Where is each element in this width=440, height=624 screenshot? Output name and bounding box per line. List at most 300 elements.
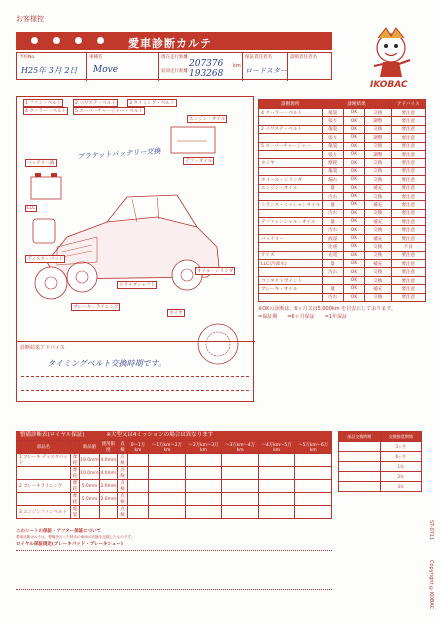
legend: [258, 314, 426, 320]
maintenance-period-cell: [222, 506, 259, 519]
maintenance-cell-kind: 摩耗: [70, 454, 80, 467]
checklist-cell-ok: OK: [343, 109, 364, 117]
checklist-cell-act: 交換: [365, 192, 392, 200]
legend-item: =1年保証: [324, 313, 347, 320]
checklist-cell-sub: 汚れ: [322, 192, 343, 200]
checklist-cell-name: [259, 209, 323, 217]
warranty-notes: [16, 530, 332, 590]
vehicle-diagram-panel: [16, 96, 254, 402]
maintenance-cell-name: 3 エンジンファンベルト: [17, 506, 71, 519]
maintenance-period-cell: [295, 506, 332, 519]
side-row: [339, 472, 422, 482]
owner-value: ロードスター: [245, 67, 287, 75]
side-cell-period: 1年: [380, 462, 422, 472]
checklist-cell-sub: 張り: [322, 150, 343, 158]
maintenance-cell-check: 点検: [118, 506, 128, 519]
maintenance-period-cell: [127, 506, 149, 519]
diagnoser-cell: [288, 53, 333, 81]
brand-prefix: I: [370, 80, 374, 90]
maintenance-period-cell: [222, 467, 259, 480]
maintenance-cell-name: [17, 493, 71, 506]
checklist-cell-name: 5 スーパーチャージャー: [259, 142, 323, 150]
checklist-row: [259, 251, 426, 259]
checklist-cell-act: 交換: [365, 167, 392, 175]
comment-line: [21, 390, 249, 391]
checklist-cell-name: LLC(冷却水): [259, 260, 323, 268]
checklist-cell-act: 交換: [365, 159, 392, 167]
checklist-cell-ok: OK: [343, 260, 364, 268]
checklist-cell-act: 補充: [365, 201, 392, 209]
maintenance-period-cell: [149, 454, 186, 467]
maintenance-cell-check: 点検: [118, 480, 128, 493]
checklist-cell-adv: 要注意: [391, 117, 425, 125]
checklist-row: [259, 260, 426, 268]
checklist-cell-sub: 亀裂: [322, 109, 343, 117]
checklist-cell-act: 補充: [365, 234, 392, 242]
checklist-cell-sub: 量: [322, 201, 343, 209]
maintenance-header: 〜3万km〜4万km: [222, 441, 259, 454]
reception-label: 予約No.: [19, 55, 36, 60]
checklist-cell-ok: OK: [343, 209, 364, 217]
checklist-cell-ok: OK: [343, 243, 364, 251]
punch-hole-icon: [74, 36, 83, 45]
checklist-cell-act: 交換: [365, 125, 392, 133]
checklist-row: [259, 125, 426, 133]
checklist-row: [259, 209, 426, 217]
owner-cell: [243, 53, 288, 81]
checklist-cell-name: [259, 192, 323, 200]
checklist-cell-ok: OK: [343, 167, 364, 175]
maintenance-period-cell: [258, 493, 295, 506]
checklist-cell-act: 交換: [365, 268, 392, 276]
comment-line: [21, 376, 249, 377]
maintenance-cell-name: 2 ブレーキライニング: [17, 480, 71, 493]
checklist-cell-name: デファレンシャル・オイル: [259, 218, 323, 226]
title-bar: [16, 32, 332, 50]
checklist-header: アドバイス: [391, 100, 425, 109]
maintenance-period-cell: [258, 480, 295, 493]
checklist-cell-adv: 要注意: [391, 134, 425, 142]
side-header: 部品交換時期: [339, 432, 381, 442]
side-cell: [339, 462, 381, 472]
maintenance-cell-kind: 摩耗: [70, 480, 80, 493]
checklist-cell-ok: OK: [343, 142, 364, 150]
checklist-cell-act: 交換: [365, 209, 392, 217]
checklist-cell-name: サイズ: [259, 251, 323, 259]
checklist-cell-ok: OK: [343, 117, 364, 125]
checklist-cell-adv: 要注意: [391, 159, 425, 167]
part-label: 5 スーパーチャージャー・ベルト: [75, 109, 143, 114]
checklist-cell-act: 調整: [365, 117, 392, 125]
handwritten-note: ブラケットバッテリー交換: [76, 147, 161, 161]
maintenance-cell-check: 点検: [118, 467, 128, 480]
checklist-cell-adv: 要注意: [391, 201, 425, 209]
checklist-cell-act: 交換: [365, 226, 392, 234]
checklist-row: [259, 184, 426, 192]
checklist-row: [259, 293, 426, 301]
checklist-cell-ok: OK: [343, 251, 364, 259]
brand-name: KOBAC: [373, 80, 408, 90]
reception-date-cell: [17, 53, 87, 81]
side-row: [339, 442, 422, 452]
checklist-cell-adv: 不良: [391, 243, 425, 251]
maintenance-period-cell: [222, 454, 259, 467]
mileage-cell: [159, 53, 243, 81]
brand-logo: [370, 80, 408, 90]
checklist-cell-name: コンタクトポイント: [259, 276, 323, 284]
checklist-row: [259, 159, 426, 167]
checklist-cell-name: [259, 268, 323, 276]
checklist-cell-adv: 要注意: [391, 209, 425, 217]
diagnosis-checklist: [258, 99, 426, 320]
coolant-reservoir-icon: [27, 213, 61, 247]
checklist-cell-adv: 要注意: [391, 234, 425, 242]
note-text: 愛車診断カルテは、整備を行った時点の車両の状態を記録したものです。: [16, 534, 135, 539]
checklist-row: [259, 268, 426, 276]
maintenance-header: [70, 441, 80, 454]
checklist-cell-ok: OK: [343, 268, 364, 276]
checklist-cell-ok: OK: [343, 226, 364, 234]
maintenance-title: 整備診断表(ロイヤル保証): [20, 432, 85, 438]
customer-copy-label: お客様控: [16, 15, 44, 23]
checklist-cell-act: 交換: [365, 176, 392, 184]
maintenance-period-cell: [185, 506, 222, 519]
part-label: エンジン・オイル: [189, 117, 226, 122]
checklist-cell-adv: 要注意: [391, 260, 425, 268]
punch-hole-icon: [52, 36, 61, 45]
maintenance-period-cell: [295, 454, 332, 467]
side-cell-period: 6ヶ月: [380, 452, 422, 462]
checklist-cell-adv: 要注意: [391, 176, 425, 184]
vehicle-value: Move: [93, 65, 119, 75]
side-row: [339, 482, 422, 492]
side-cell: [339, 482, 381, 492]
note-heading: このシートの保証・アフター保証について: [16, 529, 102, 534]
maintenance-row: [17, 506, 332, 519]
part-label: ブレーキ・ライニング: [73, 305, 119, 310]
maintenance-period-cell: [127, 467, 149, 480]
maintenance-period-cell: [258, 506, 295, 519]
checklist-row: [259, 150, 426, 158]
checklist-cell-act: 補充: [365, 184, 392, 192]
kobac-mascot-logo: [356, 22, 426, 92]
checklist-cell-sub: 汚れ: [322, 268, 343, 276]
checklist-note: ※OKの診断は、6ヶ月又は5,000km を目安にしております。: [258, 305, 396, 312]
maintenance-header: 〜1万km〜2万km: [149, 441, 186, 454]
checklist-row: [259, 285, 426, 293]
maintenance-header: 0〜1万km: [127, 441, 149, 454]
note-body: [16, 550, 332, 590]
maintenance-period-cell: [127, 454, 149, 467]
maintenance-period-cell: [185, 454, 222, 467]
maintenance-row: [17, 454, 332, 467]
checklist-cell-name: [259, 167, 323, 175]
part-label: ディスク・パッド: [27, 257, 64, 262]
checklist-row: [259, 201, 426, 209]
part-label: バッテリー液: [27, 161, 55, 166]
checklist-cell-name: ブレーキ・オイル: [259, 285, 323, 293]
maintenance-period-cell: [127, 480, 149, 493]
maintenance-row: [17, 493, 332, 506]
maintenance-table: [16, 431, 332, 519]
checklist-cell-name: エンジン・オイル: [259, 184, 323, 192]
advice-label: 診断結果アドバイス: [20, 345, 65, 351]
maintenance-cell-new: 5.0mm: [80, 480, 99, 493]
maintenance-period-cell: [127, 493, 149, 506]
advice-value: タイミングベルト交換時期です。: [47, 359, 167, 368]
checklist-cell-name: バッテリー: [259, 234, 323, 242]
checklist-cell-act: 交換: [365, 251, 392, 259]
checklist-cell-adv: 要注意: [391, 218, 425, 226]
previous-mileage-value: 193268: [189, 69, 224, 79]
maintenance-header: 点検: [118, 441, 128, 454]
checklist-row: [259, 243, 426, 251]
side-row: [339, 452, 422, 462]
checklist-header: 診断箇所: [259, 100, 323, 109]
owner-label: 保証責任者名: [245, 55, 272, 60]
checklist-cell-sub: 量: [322, 285, 343, 293]
legend-item: =6ヶ月保証: [287, 313, 315, 320]
checklist-cell-ok: OK: [343, 150, 364, 158]
maintenance-period-cell: [185, 467, 222, 480]
previous-mileage-label: 前回走行距離: [161, 69, 188, 74]
page-title: 愛車診断カルテ: [128, 37, 212, 50]
checklist-cell-sub: 亀裂: [322, 142, 343, 150]
checklist-row: [259, 218, 426, 226]
maintenance-header: 〜4万km〜5万km: [258, 441, 295, 454]
checklist-cell-act: 調整: [365, 134, 392, 142]
checklist-cell-act: 交換: [365, 293, 392, 301]
diagnoser-label: 診断責任者名: [290, 55, 317, 60]
maintenance-period-cell: [222, 493, 259, 506]
checklist-cell-adv: 要注意: [391, 268, 425, 276]
checklist-cell-name: [259, 243, 323, 251]
checklist-cell-adv: 要注意: [391, 167, 425, 175]
side-cell-period: 3ヶ月: [380, 442, 422, 452]
maintenance-cell-kind: 亀裂: [70, 506, 80, 519]
maintenance-period-cell: [258, 467, 295, 480]
maintenance-row: [17, 480, 332, 493]
checklist-cell-name: [259, 134, 323, 142]
checklist-cell-ok: OK: [343, 285, 364, 293]
part-label: オイル・シリンダ: [197, 269, 234, 274]
checklist-cell-ok: OK: [343, 293, 364, 301]
checklist-cell-act: 補充: [365, 260, 392, 268]
maintenance-cell-new: 10.0mm: [80, 454, 99, 467]
disc-pad-icon: [27, 263, 77, 303]
maintenance-period-cell: [295, 480, 332, 493]
maintenance-period-cell: [295, 493, 332, 506]
checklist-cell-ok: OK: [343, 201, 364, 209]
checklist-cell-sub: 汚れ: [322, 226, 343, 234]
checklist-cell-act: 交換: [365, 276, 392, 284]
checklist-cell-sub: 比重: [322, 243, 343, 251]
maintenance-cell-limit: [99, 506, 117, 519]
checklist-cell-adv: 要注意: [391, 142, 425, 150]
engine-oil-icon: [167, 121, 227, 161]
maintenance-cell-kind: 摩耗: [70, 467, 80, 480]
side-row: [339, 462, 422, 472]
checklist-cell-adv: 要注意: [391, 109, 425, 117]
checklist-cell-sub: 汚れ: [322, 209, 343, 217]
punch-hole-icon: [30, 36, 39, 45]
side-cell: [339, 472, 381, 482]
maintenance-cell-new: 5.0mm: [80, 493, 99, 506]
checklist-cell-sub: 量: [322, 260, 343, 268]
maintenance-cell-check: 点検: [118, 454, 128, 467]
checklist-cell-act: 補充: [365, 285, 392, 293]
checklist-table: [258, 99, 426, 302]
vehicle-info-row: [16, 52, 332, 80]
maintenance-header: 〜5万km〜6万km: [295, 441, 332, 454]
checklist-row: [259, 176, 426, 184]
checklist-cell-ok: OK: [343, 218, 364, 226]
checklist-row: [259, 109, 426, 117]
checklist-row: [259, 234, 426, 242]
side-cell: [339, 452, 381, 462]
part-label: LLC: [27, 206, 36, 211]
checklist-cell-adv: 要注意: [391, 285, 425, 293]
side-header: 交換推奨期間: [380, 432, 422, 442]
maintenance-title-bar: [16, 431, 332, 440]
maintenance-cell-name: [17, 467, 71, 480]
checklist-cell-ok: OK: [343, 276, 364, 284]
checklist-header: 診断結果: [322, 100, 391, 109]
checklist-cell-adv: 要注意: [391, 293, 425, 301]
checklist-cell-name: [259, 226, 323, 234]
part-label: 2 パワステ・ベルト: [75, 101, 116, 106]
checklist-row: [259, 117, 426, 125]
checklist-cell-ok: OK: [343, 234, 364, 242]
maintenance-period-cell: [185, 493, 222, 506]
checklist-cell-name: 2 パワステ・ベルト: [259, 125, 323, 133]
part-label: タイヤ: [169, 311, 183, 316]
maintenance-row: [17, 467, 332, 480]
checklist-cell-ok: OK: [343, 125, 364, 133]
checklist-cell-adv: 要注意: [391, 226, 425, 234]
checklist-row: [259, 167, 426, 175]
checklist-cell-sub: 張り: [322, 134, 343, 142]
maintenance-cell-check: 点検: [118, 493, 128, 506]
checklist-cell-name: 4 クーラー・ベルト: [259, 109, 323, 117]
checklist-cell-adv: 要注意: [391, 184, 425, 192]
maintenance-grid: [16, 440, 332, 519]
maintenance-cell-limit: 2.0mm: [99, 480, 117, 493]
checklist-cell-name: [259, 293, 323, 301]
side-cell: [339, 442, 381, 452]
checklist-cell-sub: 液量: [322, 234, 343, 242]
mileage-label: 現在走行距離: [161, 55, 188, 60]
checklist-cell-name: トランス・ミッションオイル: [259, 201, 323, 209]
checklist-cell-adv: 要注意: [391, 192, 425, 200]
mileage-value: 207376: [189, 59, 224, 69]
maintenance-subtitle: ※大型又は4ミッションの場合は異なります: [106, 432, 214, 438]
checklist-cell-sub: 張り: [322, 117, 343, 125]
checklist-cell-adv: 要注意: [391, 150, 425, 158]
punch-hole-icon: [96, 36, 105, 45]
maintenance-header: 新品値: [80, 441, 99, 454]
checklist-cell-ok: OK: [343, 159, 364, 167]
part-label: 3 タイミング・ベルト: [129, 101, 175, 106]
battery-icon: [27, 167, 67, 207]
checklist-cell-sub: 量: [322, 218, 343, 226]
checklist-cell-act: 交換: [365, 142, 392, 150]
checklist-cell-sub: 充電: [322, 251, 343, 259]
advice-comment-area: [17, 341, 255, 403]
maintenance-cell-limit: 4.0mm: [99, 454, 117, 467]
checklist-row: [259, 142, 426, 150]
checklist-cell-ok: OK: [343, 192, 364, 200]
part-label: 1 ファン・ベルト: [25, 101, 62, 106]
vehicle-cell: [87, 53, 159, 81]
footer-code: ST-0711: [428, 520, 434, 541]
checklist-cell-name: [259, 150, 323, 158]
checklist-row: [259, 276, 426, 284]
legend-item: =保証期: [258, 313, 278, 320]
maintenance-cell-limit: 2.0mm: [99, 493, 117, 506]
maintenance-period-cell: [258, 454, 295, 467]
maintenance-cell-limit: 4.0mm: [99, 467, 117, 480]
checklist-cell-act: 補充: [365, 218, 392, 226]
mileage-unit: km: [233, 63, 241, 69]
checklist-cell-sub: 亀裂: [322, 125, 343, 133]
checklist-cell-adv: 要注意: [391, 251, 425, 259]
checklist-cell-sub: 量: [322, 184, 343, 192]
checklist-cell-name: タイヤ: [259, 159, 323, 167]
maintenance-period-cell: [222, 480, 259, 493]
checklist-cell-act: 調整: [365, 150, 392, 158]
checklist-cell-name: [259, 117, 323, 125]
maintenance-period-cell: [185, 480, 222, 493]
checklist-row: [259, 134, 426, 142]
maintenance-period-cell: [295, 467, 332, 480]
checklist-cell-sub: 亀裂: [322, 167, 343, 175]
checklist-cell-act: 交換: [365, 243, 392, 251]
checklist-cell-act: 交換: [365, 109, 392, 117]
maintenance-period-cell: [149, 493, 186, 506]
maintenance-period-cell: [149, 480, 186, 493]
maintenance-cell-kind: 摩耗: [70, 493, 80, 506]
maintenance-period-cell: [149, 506, 186, 519]
side-cell-period: 2年: [380, 472, 422, 482]
checklist-cell-name: ホイール・シリンダ: [259, 176, 323, 184]
vehicle-label: 車種名: [89, 55, 103, 60]
maintenance-cell-name: 1 ブレーキ ディスクパッド: [17, 454, 71, 467]
checklist-cell-ok: OK: [343, 134, 364, 142]
checklist-cell-sub: [322, 276, 343, 284]
checklist-cell-sub: 汚れ: [322, 293, 343, 301]
footer-copyright: Copyright ©KOBAC: [428, 560, 434, 610]
checklist-cell-sub: 摩耗: [322, 159, 343, 167]
side-cell-period: 3年: [380, 482, 422, 492]
reception-date-value: H25年 3月 2日: [21, 66, 78, 75]
checklist-row: [259, 192, 426, 200]
maintenance-period-cell: [149, 467, 186, 480]
maintenance-header: 使用限度: [99, 441, 117, 454]
part-label: ドライブシャフト: [119, 283, 156, 288]
maintenance-cell-new: 10.0mm: [80, 467, 99, 480]
maintenance-cell-new: [80, 506, 99, 519]
part-label: 4 クーラー・ベルト: [25, 109, 67, 114]
checklist-row: [259, 226, 426, 234]
replacement-period-table: [338, 431, 422, 492]
note-heading: ロイヤル保証規定(ブレーキパッド・ブレーキシュー): [16, 542, 123, 547]
part-label: デフ・オイル: [185, 159, 213, 164]
checklist-cell-ok: OK: [343, 184, 364, 192]
checklist-cell-ok: OK: [343, 176, 364, 184]
maintenance-header: 〜2万km〜3万km: [185, 441, 222, 454]
checklist-cell-sub: 漏れ: [322, 176, 343, 184]
